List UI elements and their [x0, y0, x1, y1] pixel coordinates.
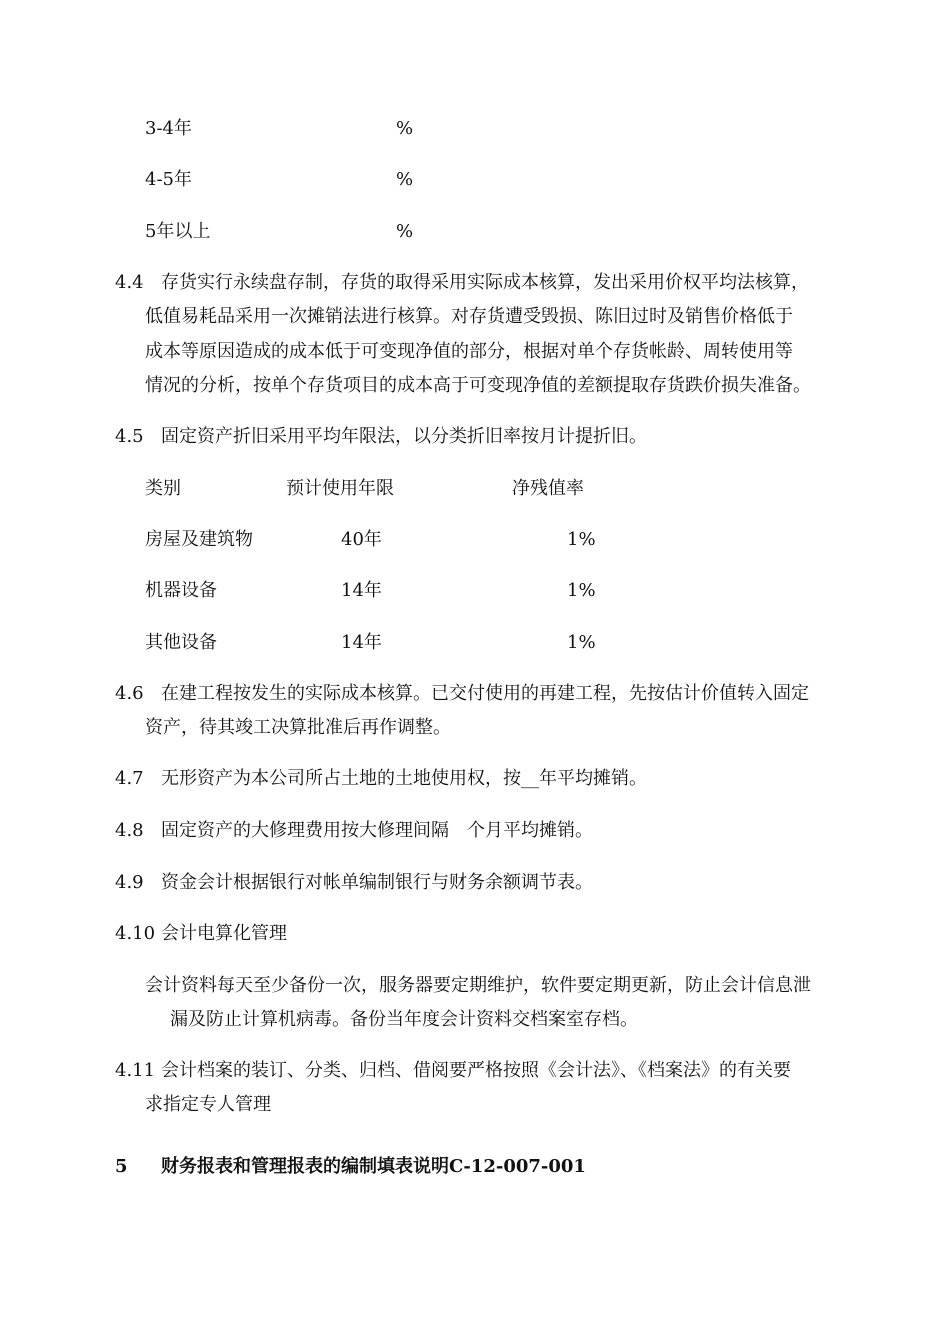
section-heading: 财务报表和管理报表的编制填表说明C-12-007-001	[161, 1156, 586, 1177]
paragraph-line: 会计档案的装订、分类、归档、借阅要严格按照《会计法》、《档案法》的有关要	[161, 1060, 791, 1081]
age-label: 5年以上	[145, 221, 211, 242]
section-number: 4.5	[115, 426, 144, 447]
paragraph-line: 漏及防止计算机病毒。备份当年度会计资料交档案室存档。	[170, 1009, 638, 1030]
table-cell-residual: 1%	[567, 632, 596, 653]
section-title: 会计电算化管理	[161, 923, 287, 944]
section-number: 4.10	[115, 923, 156, 944]
paragraph-line: 求指定专人管理	[145, 1094, 271, 1115]
paragraph-line: 资产，待其竣工决算批准后再作调整。	[145, 717, 451, 738]
age-value: %	[396, 169, 414, 190]
section-number: 4.4	[115, 272, 144, 293]
section-number: 4.8	[115, 820, 144, 841]
paragraph-line: 资金会计根据银行对帐单编制银行与财务余额调节表。	[161, 872, 593, 893]
age-value: %	[396, 221, 414, 242]
paragraph-line: 存货实行永续盘存制，存货的取得采用实际成本核算，发出采用价权平均法核算，	[161, 272, 809, 293]
paragraph-line: 在建工程按发生的实际成本核算。已交付使用的再建工程，先按估计价值转入固定	[161, 683, 809, 704]
section-number: 4.9	[115, 872, 144, 893]
section-number: 4.6	[115, 683, 144, 704]
paragraph-line: 会计资料每天至少备份一次，服务器要定期维护，软件要定期更新，防止会计信息泄	[145, 975, 811, 996]
paragraph-line: 固定资产的大修理费用按大修理间隔 个月平均摊销。	[161, 820, 593, 841]
table-cell-category: 其他设备	[145, 632, 217, 653]
table-cell-years: 14年	[341, 580, 382, 601]
section-number: 4.7	[115, 768, 144, 789]
table-cell-years: 40年	[341, 529, 382, 550]
paragraph-line: 成本等原因造成的成本低于可变现净值的部分，根据对单个存货帐龄、周转使用等	[145, 341, 793, 362]
table-cell-category: 房屋及建筑物	[145, 529, 253, 550]
section-number: 5	[115, 1156, 128, 1177]
paragraph-line: 固定资产折旧采用平均年限法，以分类折旧率按月计提折旧。	[161, 426, 647, 447]
table-cell-residual: 1%	[567, 529, 596, 550]
paragraph-line: 情况的分析，按单个存货项目的成本高于可变现净值的差额提取存货跌价损失准备。	[145, 375, 811, 396]
table-cell-years: 14年	[341, 632, 382, 653]
age-value: %	[396, 118, 414, 139]
table-cell-category: 机器设备	[145, 580, 217, 601]
table-cell-residual: 1%	[567, 580, 596, 601]
table-header-years: 预计使用年限	[286, 478, 394, 499]
table-header-residual: 净残值率	[512, 478, 584, 499]
age-label: 3-4年	[145, 118, 192, 139]
section-number: 4.11	[115, 1060, 156, 1081]
age-label: 4-5年	[145, 169, 192, 190]
paragraph-line: 无形资产为本公司所占土地的土地使用权，按__年平均摊销。	[161, 768, 647, 789]
paragraph-line: 低值易耗品采用一次摊销法进行核算。对存货遭受毁损、陈旧过时及销售价格低于	[145, 306, 793, 327]
table-header-category: 类别	[145, 478, 181, 499]
